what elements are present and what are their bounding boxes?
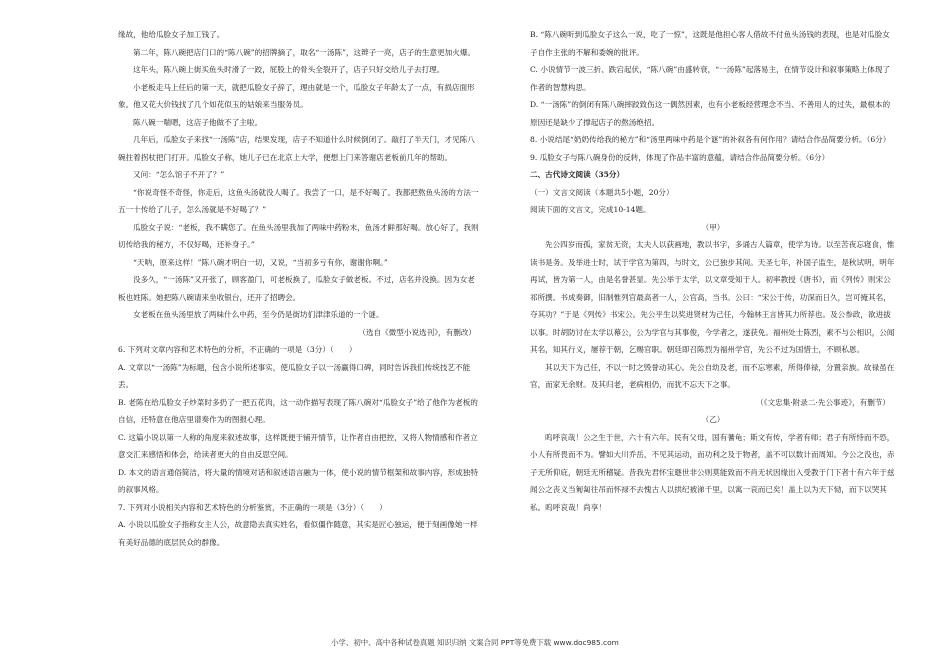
right-paragraph: 其以天下为己任，不以一时之毁誉动其心。先公自幼及老，而不忘寒素，所得俸禄，分置亲族。故禄虽在官，而家无余财。及其归老，老病相仍，而犹不忘天下之事。 [530,362,895,389]
left-paragraph: 6. 下列对文章内容和艺术特色的分析，不正确的一项是（3分）（ ） [118,345,357,354]
left-paragraph: “你说奇怪不奇怪，你走后，这鱼头汤就没人喝了。我尝了一口，是不好喝了。我都把熬鱼头汤的方法一五一十传给了儿子，怎么汤就是不好喝了？” [118,187,479,214]
right-paragraph: 呜呼哀哉！公之生于世，六十有六年。民有父母，国有蓍龟；斯文有传，学者有师；君子有所恃而不恐，小人有所畏而不为。譬如大川乔岳，不见其运动，而功利之及于物者，盖不可以数计而周知。今公之没也，赤子无所仰庇，朝廷无所稽疑。昔我先君怀宝遯世非公则莫能致而不肖无状因缘出入受教于门下者十有六年于兹闻公之丧义当匍匐往吊而怀禄不去愧古人以拱纪被涕千里，以寓一哀而已矣！盖上以为天下恸，而下以哭其私。呜呼哀哉！尚享！ [530,432,895,512]
page-footer: 小学、初中、高中各种试卷真题 知识归纳 文案合同 PPT等免费下载 www.doc985.com [331,638,619,647]
right-paragraph: 9. 瓜脸女子与陈八碗身份的反转，体现了作品丰富的意蕴，请结合作品简要分析。（6分） [530,152,830,162]
left-paragraph: A. 小说以瓜脸女子指称女主人公，故意隐去真实姓名，看似僵作随意，其实是匠心独运，便于刻画像她一样有美好品德的底层民众的群像。 [118,520,478,547]
right-paragraph: 阅读下面的文言文，完成10-14题。 [530,205,651,214]
right-column [530,26,896,516]
left-paragraph: 又问：“怎么馆子不开了？” [133,170,225,179]
right-paragraph: D. “一汤陈”的倒闭有陈八碗摔跤致伤这一偶然因素，也有小老板经营理念不当、不善用人的过失，最根本的原因还是缺少了撑起店子的熬汤绝招。 [530,100,891,127]
right-paragraph: （《文忠集·附录二·先公事迹》，有删节） [756,397,890,407]
left-column [118,26,482,551]
right-paragraph: 二、古代诗文阅读（35分） [530,170,625,179]
left-paragraph: 小老板走马上任后的第一天，就把瓜脸女子辞了，理由就是一个，瓜脸女子年龄太了一点，有损店面形象。他又花大价钱找了几个如花似玉的姑娘来当服务员。 [118,82,475,109]
left-paragraph: D. 本文的语言通俗简洁，将大量的情境对话和叙述语言融为一体，使小说的情节框架和故事内容，形成独特的叙事风格。 [118,467,478,494]
right-paragraph: （甲） [701,222,725,232]
right-paragraph: 8. 小说结尾“奶奶传给我的秘方”和“汤里两味中药是个谜”的补叙各有何作用？请结合作品简要分析。（6分） [530,135,891,144]
right-paragraph: （乙） [701,415,725,424]
left-paragraph: C. 这篇小说以第一人称的角度来叙述故事，这样既便于铺开情节，让作者自由把控，又将人物情感和作者立意交汇来感悟和体会，给读者更大的自由反思空间。 [118,432,478,459]
right-paragraph: （一）文言文阅读（本题共5小题，20分） [530,187,674,197]
left-paragraph: 女老板在鱼头汤里放了两味什么中药，至今仍是街坊们津津乐道的一个谜。 [133,310,384,319]
left-paragraph: 没多久，“一汤陈”又开张了，顾客盈门，可老板换了，瓜脸女子做老板。不过，店名并没换。因为女老板也姓陈。她把陈八碗请来坐收银台，还开了招聘会。 [118,275,475,302]
left-paragraph: 缘故，他给瓜脸女子加工钱了。 [118,30,225,39]
left-paragraph: 陈八碗一喘嗯，这店子他做不了主啦。 [133,117,263,127]
left-paragraph: （选自《微型小说选刊》，有删改） [358,327,476,337]
left-paragraph: 瓜脸女子说：“老板，我不瞒您了。在鱼头汤里我加了两味中药粉末，鱼汤才鲜那好喝。放心好了，我则切传给我的秘方，不仅好喝，还补身子。” [118,222,479,249]
left-paragraph: A. 文章以“一汤陈”为标题，包含小说所述事实，使瓜脸女子以一汤赢得口碑，同时告诉我们传统技艺不能丢。 [118,362,471,389]
left-paragraph: 第二年，陈八碗把店门口的“陈八碗”的招牌摘了，取名“一汤陈”，这辫子一亮，店子的生意更加火爆。 [133,47,476,57]
left-paragraph: 这年头，陈八碗上街买鱼头时滑了一跤，屁股上的骨头全裂开了，店子只好交给儿子去打理。 [133,65,445,74]
left-paragraph: 几年后，瓜脸女子来找“一汤陈”店，结果发现，店子不知道什么时候倒闭了。敲打了半天门，才见陈八碗拄着拐杖把门打开。瓜脸女子称，她儿子已在北京上大学，便想上门来答谢店老板前几年的帮助。 [118,135,475,162]
right-paragraph: B. “陈八碗听到瓜脸女子这么一说，吃了一惊”，这既是他担心客人借故不付鱼头汤钱的表现，也是对瓜脸女子自作主张的不解和委婉的批评。 [530,30,890,57]
left-paragraph: “天呐，原来这样！”陈八碗才明白一切，又说，“当初多亏有你，谢谢你啊。” [133,257,388,267]
right-paragraph: C. 小说情节一波三折、跌宕起伏，“陈八碗”由盛转衰，“一汤陈”起落易主，在情节设计和叙事策略上体现了作者的智慧构思。 [530,65,891,92]
left-paragraph: B. 老陈在给瓜脸女子炒菜时多扔了一把五花肉，这一动作描写表现了陈八碗对“瓜脸女子”给了他作为老板的自信，还特意在他店里谱奏作为的图报心理。 [118,397,478,424]
right-paragraph: 先公四岁而孤，家贫无资，太夫人以荻画地，教以书字，多诵古人篇章，使学为诗。以至苦夜忘寝食，惟读书是务。及举进士时，试于学官为第四，与时文，公已独步其间。天圣七年，补国子监生，是秋试明，明年再试，皆为第一人，由是名誉甚显。先公举于太学，以文章受知于人。初率教授《唐书》，而《列传》则宋公祁所撰。书成奏御，旧制惟列官最高者一人，公官高，当书。公曰：“宋公于传，功深而日久，岂可掩其名，夺其功？”于是《列传》书宋公。先公平生以奖进贤材为己任，今翰林王言皆其力所荐也。及公参政，欲进拔以事。时胡防讨在太学以幕公，公为学官与其事俊，今学者之，遂获免。福州处士陈烈，素不与公相识，公闻其名，知其行义，屡荐于朝，乞赐官职。朝廷即召陈烈为福州学官，先公不过为国惜士，不顾私恩。 [530,240,895,354]
left-paragraph: 7. 下列对小说相关内容和艺术特色的分析鉴赏，不正确的一项是（3分）（ ） [118,502,387,512]
